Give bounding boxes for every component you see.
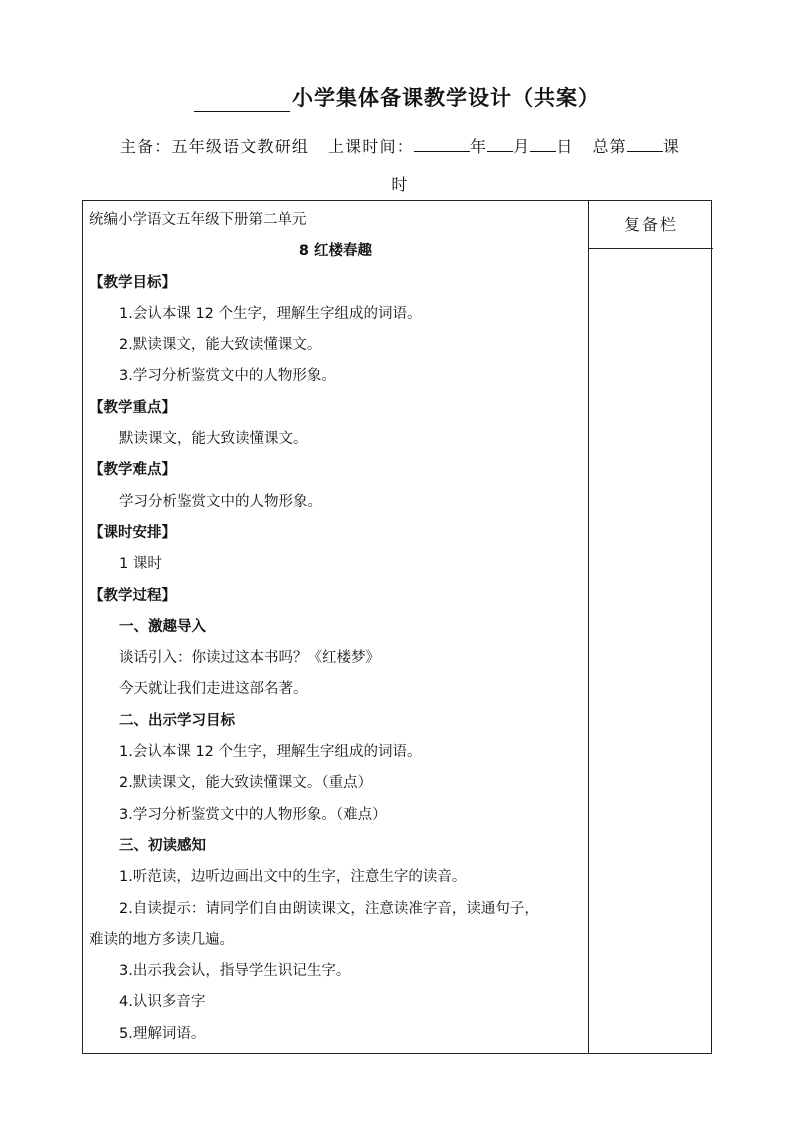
step3-line: 1.听范读，边听边画出文中的生字，注意生字的读音。 — [119, 869, 467, 886]
class-hour-2: 时 — [391, 175, 409, 194]
lesson-table — [82, 200, 712, 1054]
process-heading: 【教学过程】 — [89, 587, 176, 604]
step3-line: 5.理解词语。 — [119, 1025, 206, 1042]
step2-line: 1.会认本课 12 个生字，理解生字组成的词语。 — [119, 744, 422, 761]
day-label: 日 — [556, 137, 574, 156]
step3-line: 4.认识多音字 — [119, 994, 206, 1011]
step1-line: 今天就让我们走进这部名著。 — [119, 681, 308, 698]
step2-line: 2.默读课文，能大致读懂课文。（重点） — [119, 775, 373, 792]
time-label: 上课时间： — [327, 137, 414, 156]
month-label: 月 — [513, 137, 531, 156]
class-count-blank — [627, 135, 663, 152]
step2-line: 3.学习分析鉴赏文中的人物形象。（难点） — [119, 806, 387, 823]
lead-value: 五年级语文教研组 — [171, 137, 310, 156]
column-divider — [588, 201, 589, 1053]
difficulty-heading: 【教学难点】 — [89, 462, 176, 479]
lesson-meta — [100, 128, 700, 204]
month-blank — [487, 135, 513, 152]
page-title-text: 小学集体备课教学设计（共案） — [292, 86, 600, 110]
step3-heading: 三、初读感知 — [119, 837, 206, 854]
lesson-content — [83, 201, 588, 1054]
school-name-blank — [194, 91, 290, 112]
step1-line: 谈话引入：你读过这本书吗？《红楼梦》 — [119, 650, 380, 667]
year-blank — [414, 135, 470, 152]
lead-label: 主备： — [119, 137, 172, 156]
lesson-title: 8 红楼春趣 — [298, 243, 373, 260]
side-header-divider — [589, 248, 713, 249]
schedule-text: 1 课时 — [119, 556, 162, 573]
objective-item: 2.默读课文，能大致读懂课文。 — [119, 337, 322, 354]
step1-heading: 一、激趣导入 — [119, 618, 206, 635]
step3-line-continued: 难读的地方多读几遍。 — [89, 931, 234, 948]
unit-line: 统编小学语文五年级下册第二单元 — [89, 212, 307, 228]
year-label: 年 — [470, 137, 488, 156]
page-title — [0, 82, 794, 112]
step2-heading: 二、出示学习目标 — [119, 712, 235, 729]
difficulty-text: 学习分析鉴赏文中的人物形象。 — [119, 493, 322, 510]
schedule-heading: 【课时安排】 — [89, 524, 176, 541]
objective-item: 1.会认本课 12 个生字，理解生字组成的词语。 — [119, 305, 422, 322]
day-blank — [530, 135, 556, 152]
class-hour-1: 课 — [662, 137, 681, 156]
total-label: 总第 — [592, 137, 627, 156]
objective-item: 3.学习分析鉴赏文中的人物形象。 — [119, 368, 336, 385]
step3-line: 2.自读提示：请同学们自由朗读课文，注意读准字音，读通句子， — [119, 900, 539, 917]
key-heading: 【教学重点】 — [89, 399, 176, 416]
objectives-heading: 【教学目标】 — [89, 274, 176, 291]
key-text: 默读课文，能大致读懂课文。 — [119, 431, 308, 448]
review-column-title: 复备栏 — [623, 215, 678, 234]
step3-line: 3.出示我会认，指导学生识记生字。 — [119, 963, 351, 980]
